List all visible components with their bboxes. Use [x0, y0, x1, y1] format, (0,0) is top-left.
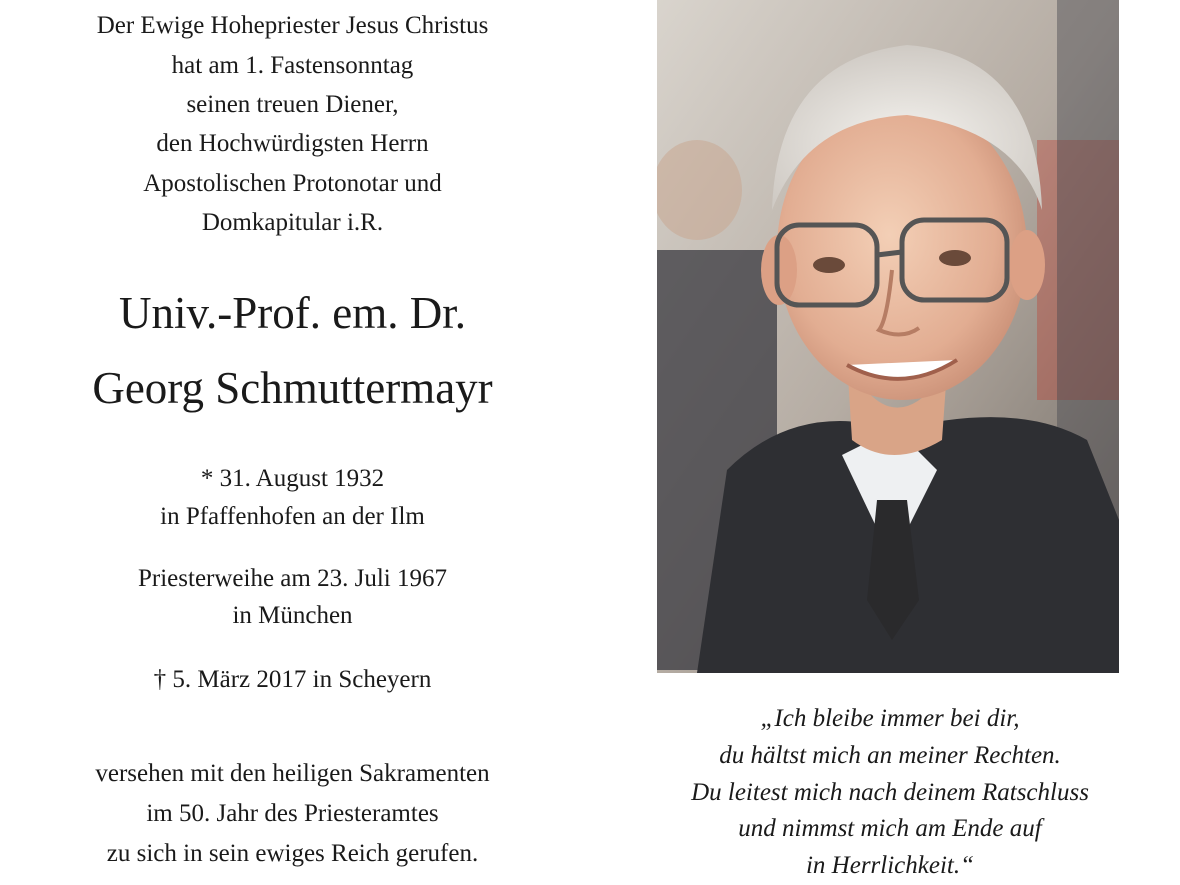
portrait-photo — [657, 0, 1119, 673]
deceased-title: Univ.-Prof. em. Dr. — [118, 288, 467, 338]
intro-line: den Hochwürdigsten Herrn — [156, 130, 429, 157]
portrait-image — [657, 0, 1119, 673]
ordination-place: in München — [232, 602, 353, 629]
closing-line: im 50. Jahr des Priesteramtes — [146, 800, 439, 827]
birth-place: in Pfaffenhofen an der Ilm — [160, 503, 425, 530]
quote-line: „Ich bleibe immer bei dir, — [760, 705, 1020, 732]
quote-line: Du leitest mich nach deinem Ratschluss — [691, 779, 1089, 806]
intro-line: seinen treuen Diener, — [186, 91, 399, 118]
quote-line: und nimmst mich am Ende auf — [738, 815, 1042, 842]
intro-line: Apostolischen Protonotar und — [143, 170, 442, 197]
birth-date: * 31. August 1932 — [200, 465, 385, 492]
quote-line: du hältst mich an meiner Rechten. — [719, 742, 1061, 769]
closing-line: zu sich in sein ewiges Reich gerufen. — [106, 840, 479, 867]
ordination-date: Priesterweihe am 23. Juli 1967 — [138, 565, 447, 592]
quote-line: in Herrlichkeit.“ — [805, 852, 975, 879]
death-date: † 5. März 2017 in Scheyern — [153, 666, 432, 693]
intro-line: Domkapitular i.R. — [201, 209, 384, 236]
intro-line: hat am 1. Fastensonntag — [171, 52, 414, 79]
closing-line: versehen mit den heiligen Sakramenten — [95, 760, 490, 787]
deceased-name: Georg Schmuttermayr — [92, 363, 493, 413]
intro-line: Der Ewige Hohepriester Jesus Christus — [96, 12, 489, 39]
